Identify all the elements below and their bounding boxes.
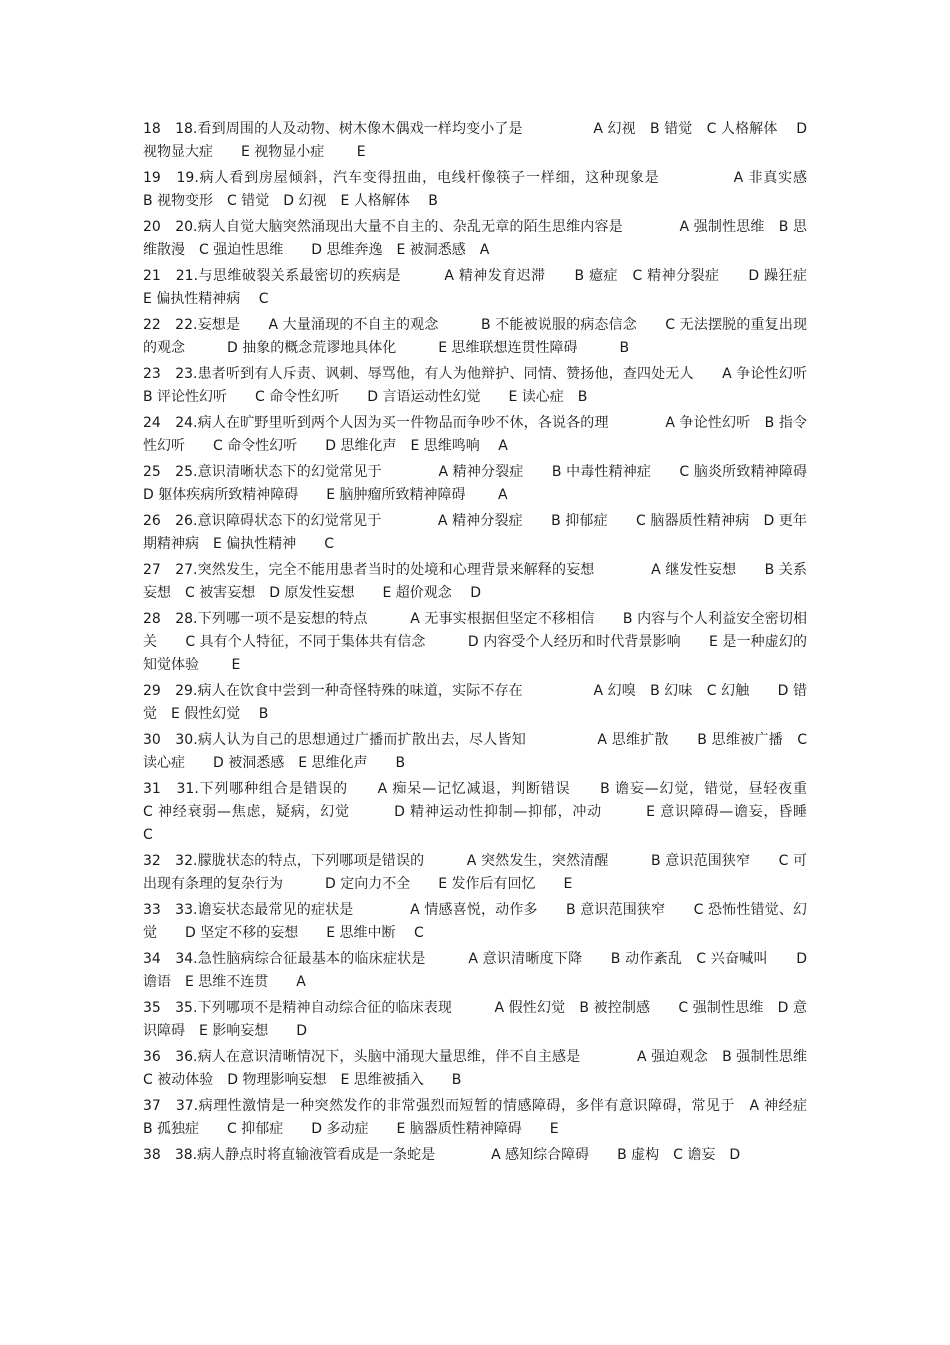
question-30: 30 30.病人认为自己的思想通过广播而扩散出去，尽人皆知 A 思维扩散 B 思维被广播 C 读心症 D 被洞悉感 E 思维化声 B — [143, 732, 808, 771]
question-24: 24 24.病人在旷野里听到两个人因为买一件物品而争吵不休，各说各的理 A 争论性幻听 B 指令性幻听 C 命令性幻听 D 思维化声 E 思维鸣响 A — [143, 415, 807, 454]
question-22: 22 22.妄想是 A 大量涌现的不自主的观念 B 不能被说服的病态信念 C 无法摆脱的重复出现的观念 D 抽象的概念荒谬地具体化 E 思维联想连贯性障碍 B — [143, 317, 807, 356]
question-26: 26 26.意识障碍状态下的幻觉常见于 A 精神分裂症 B 抑郁症 C 脑器质性精神病 D 更年期精神病 E 偏执性精神 C — [143, 513, 808, 552]
question-33: 33 33.谵妄状态最常见的症状是 A 情感喜悦，动作多 B 意识范围狭窄 C 恐怖性错觉、幻觉 D 坚定不移的妄想 E 思维中断 C — [143, 902, 807, 941]
question-29: 29 29.病人在饮食中尝到一种奇怪特殊的味道，实际不存在 A 幻嗅 B 幻味 C 幻触 D 错觉 E 假性幻觉 B — [143, 683, 808, 722]
question-20: 20 20.病人自觉大脑突然涌现出大量不自主的、杂乱无章的陌生思维内容是 A 强制性思维 B 思维散漫 C 强迫性思维 D 思维奔逸 E 被洞悉感 A — [143, 219, 807, 258]
question-31: 31 31.下列哪种组合是错误的 A 痴呆—记忆减退，判断错误 B 谵妄—幻觉，错觉，昼轻夜重 C 神经衰弱—焦虑，疑病，幻觉 D 精神运动性抑制—抑郁，冲动 E 意识障碍—谵妄，昏睡 C — [143, 781, 849, 843]
question-18: 18 18.看到周围的人及动物、树木像木偶戏一样均变小了是 A 幻视 B 错觉 C 人格解体 D 视物显大症 E 视物显小症 E — [143, 121, 807, 160]
question-23: 23 23.患者听到有人斥责、讽刺、辱骂他，有人为他辩护、同情、赞扬他，查四处无人 A 争论性幻听 B 评论性幻听 C 命令性幻听 D 言语运动性幻觉 E 读心症 B — [143, 366, 836, 405]
question-34: 34 34.急性脑病综合征最基本的临床症状是 A 意识清晰度下降 B 动作紊乱 C 兴奋喊叫 D 谵语 E 思维不连贯 A — [143, 951, 807, 990]
question-19: 19 19.病人看到房屋倾斜，汽车变得扭曲，电线杆像筷子一样细，这种现象是 A 非真实感 B 视物变形 C 错觉 D 幻视 E 人格解体 B — [143, 170, 835, 209]
question-38: 38 38.病人静点时将直输液管看成是一条蛇是 A 感知综合障碍 B 虚构 C 谵妄 D — [143, 1147, 741, 1163]
question-32: 32 32.朦胧状态的特点，下列哪项是错误的 A 突然发生，突然清醒 B 意识范围狭窄 C 可出现有条理的复杂行为 D 定向力不全 E 发作后有回忆 E — [143, 853, 807, 892]
question-28: 28 28.下列哪一项不是妄想的特点 A 无事实根据但坚定不移相信 B 内容与个人利益安全密切相关 C 具有个人特征，不同于集体共有信念 D 内容受个人经历和时代背景影响 E 是一种虚幻的知觉体验 E — [143, 611, 807, 673]
question-25: 25 25.意识清晰状态下的幻觉常见于 A 精神分裂症 B 中毒性精神症 C 脑炎所致精神障碍 D 躯体疾病所致精神障碍 E 脑肿瘤所致精神障碍 A — [143, 464, 835, 503]
document-page — [143, 118, 849, 1170]
question-27: 27 27.突然发生，完全不能用患者当时的处境和心理背景来解释的妄想 A 继发性妄想 B 关系妄想 C 被害妄想 D 原发性妄想 E 超价观念 D — [143, 562, 807, 601]
question-36: 36 36.病人在意识清晰情况下，头脑中涌现大量思维，伴不自主感是 A 强迫观念 B 强制性思维 C 被动体验 D 物理影响妄想 E 思维被插入 B — [143, 1049, 835, 1088]
question-21: 21 21.与思维破裂关系最密切的疾病是 A 精神发育迟滞 B 癔症 C 精神分裂症 D 躁狂症 E 偏执性精神病 C — [143, 268, 835, 307]
question-35: 35 35.下列哪项不是精神自动综合征的临床表现 A 假性幻觉 B 被控制感 C 强制性思维 D 意识障碍 E 影响妄想 D — [143, 1000, 808, 1039]
question-37: 37 37.病理性激情是一种突然发作的非常强烈而短暂的情感障碍，多伴有意识障碍，常见于 A 神经症 B 孤独症 C 抑郁症 D 多动症 E 脑器质性精神障碍 E — [143, 1098, 835, 1137]
